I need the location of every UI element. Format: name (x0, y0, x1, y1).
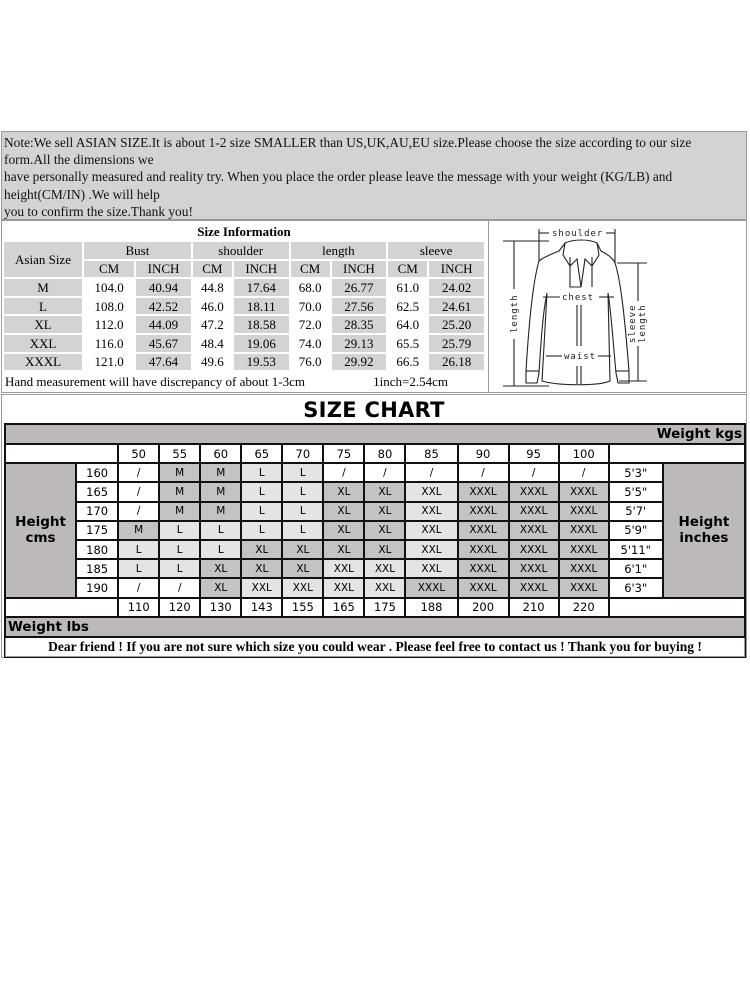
recommended-size: XL (364, 502, 405, 521)
measurement-value: 116.0 (84, 335, 134, 352)
recommended-size: XXXL (458, 502, 509, 521)
recommended-size: XL (200, 559, 241, 578)
discrepancy-note: Hand measurement will have discrepancy of about 1-3cm (5, 373, 305, 389)
weight-lb: 200 (458, 598, 509, 617)
shirt-measurement-diagram (488, 221, 746, 392)
measurement-value: 62.5 (388, 298, 427, 315)
measurement-value: 70.0 (291, 298, 330, 315)
recommended-size: / (559, 463, 609, 482)
size-label: XXL (4, 335, 82, 352)
recommended-size: L (159, 559, 200, 578)
recommended-size: XL (323, 521, 364, 540)
height-cms-label-line2: cms (25, 530, 56, 547)
size-label: XL (4, 316, 82, 333)
height-cm: 170 (76, 502, 118, 521)
recommended-size: XL (323, 502, 364, 521)
measurement-value: 19.53 (234, 354, 289, 371)
label-sleeve-length: length (638, 304, 648, 343)
measurement-value: 25.20 (429, 316, 484, 333)
blank-cell (5, 598, 118, 617)
weight-kg: 55 (159, 444, 200, 463)
recommended-size: XXL (405, 521, 457, 540)
measurement-value: 26.18 (429, 354, 484, 371)
label-chest: chest (562, 293, 595, 303)
size-label: M (4, 279, 82, 296)
recommended-size: XL (241, 559, 282, 578)
height-row (5, 463, 745, 482)
group-header-sleeve: sleeve (388, 242, 484, 259)
measurement-footnote (4, 372, 484, 390)
weight-kg: 75 (323, 444, 364, 463)
recommended-size: M (118, 521, 159, 540)
height-cm: 165 (76, 482, 118, 501)
recommended-size: XXXL (509, 540, 559, 559)
recommended-size: XXXL (509, 521, 559, 540)
height-inches-label-line1: Height (678, 514, 730, 531)
height-inch: 6'3" (609, 578, 663, 597)
recommended-size: L (241, 502, 282, 521)
measurement-value: 64.0 (388, 316, 427, 333)
recommended-size: M (159, 502, 200, 521)
measurement-value: 46.0 (193, 298, 232, 315)
weight-lb: 165 (323, 598, 364, 617)
weight-lb: 110 (118, 598, 159, 617)
weight-lb: 130 (200, 598, 241, 617)
recommended-size: XXXL (509, 578, 559, 597)
recommended-size: XXXL (509, 482, 559, 501)
recommended-size: XL (282, 559, 323, 578)
measurement-value: 44.09 (136, 316, 191, 333)
weight-kg: 80 (364, 444, 405, 463)
height-inch: 5'5" (609, 482, 663, 501)
recommended-size: XXL (405, 559, 457, 578)
recommended-size: L (241, 482, 282, 501)
recommended-size: XXL (364, 578, 405, 597)
note-line: you to confirm the size.Thank you! (4, 203, 193, 219)
measurement-value: 47.2 (193, 316, 232, 333)
height-row (5, 559, 745, 578)
unit-header: INCH (332, 261, 387, 278)
recommended-size: M (200, 482, 241, 501)
label-shoulder: shoulder (552, 229, 604, 239)
size-label: XXXL (4, 354, 82, 371)
measurement-value: 49.6 (193, 354, 232, 371)
recommended-size: / (118, 463, 159, 482)
unit-header: CM (291, 261, 330, 278)
measurement-value: 66.5 (388, 354, 427, 371)
size-row (4, 335, 484, 352)
recommended-size: XXXL (559, 482, 609, 501)
recommended-size: XXXL (458, 482, 509, 501)
measurement-value: 29.13 (332, 335, 387, 352)
inch-conversion-note: 1inch=2.54cm (373, 373, 448, 389)
recommended-size: L (200, 540, 241, 559)
size-note (1, 131, 747, 220)
measurement-value: 72.0 (291, 316, 330, 333)
weight-lb: 175 (364, 598, 405, 617)
height-cm: 190 (76, 578, 118, 597)
measurement-value: 121.0 (84, 354, 134, 371)
height-cm: 160 (76, 463, 118, 482)
recommended-size: / (509, 463, 559, 482)
recommended-size: XXL (405, 540, 457, 559)
weight-kg: 70 (282, 444, 323, 463)
unit-header: CM (193, 261, 232, 278)
recommended-size: XXXL (559, 559, 609, 578)
note-line: have personally measured and reality try. When you place the order please leave the message with your weight (KG/LB) and (4, 169, 673, 185)
recommended-size: XL (282, 540, 323, 559)
recommended-size: L (200, 521, 241, 540)
measurement-value: 17.64 (234, 279, 289, 296)
note-line: height(CM/IN) .We will help (4, 186, 160, 202)
unit-header: INCH (136, 261, 191, 278)
weight-kg: 50 (118, 444, 159, 463)
size-label: L (4, 298, 82, 315)
recommended-size: XXL (405, 502, 457, 521)
blank-cell (5, 444, 118, 463)
recommended-size: XXXL (559, 578, 609, 597)
size-information-title: Size Information (4, 223, 484, 240)
unit-header: CM (84, 261, 134, 278)
recommended-size: / (118, 482, 159, 501)
height-inch: 5'9" (609, 521, 663, 540)
height-inch: 5'7' (609, 502, 663, 521)
contact-message: Dear friend ! If you are not sure which size you could wear . Please feel free to contact us ! Thank you for buying ! (5, 637, 745, 657)
measurement-value: 29.92 (332, 354, 387, 371)
weight-lb: 220 (559, 598, 609, 617)
unit-header: INCH (429, 261, 484, 278)
recommended-size: L (241, 463, 282, 482)
recommended-size: XXXL (458, 578, 509, 597)
recommended-size: XXL (364, 559, 405, 578)
recommended-size: XXL (323, 578, 364, 597)
recommended-size: XL (323, 540, 364, 559)
recommended-size: L (118, 540, 159, 559)
recommended-size: XXXL (509, 502, 559, 521)
height-cm: 185 (76, 559, 118, 578)
height-row (5, 578, 745, 597)
height-inches-label (663, 463, 745, 597)
measurement-value: 19.06 (234, 335, 289, 352)
measurement-value: 24.61 (429, 298, 484, 315)
height-cm: 175 (76, 521, 118, 540)
measurement-value: 65.5 (388, 335, 427, 352)
unit-header: INCH (234, 261, 289, 278)
size-row (4, 298, 484, 315)
measurement-value: 48.4 (193, 335, 232, 352)
recommended-size: XL (364, 521, 405, 540)
height-inch: 5'11" (609, 540, 663, 559)
height-inch: 5'3" (609, 463, 663, 482)
recommended-size: L (282, 482, 323, 501)
recommended-size: / (118, 502, 159, 521)
label-sleeve: sleeve (628, 304, 638, 343)
height-row (5, 521, 745, 540)
label-length: length (510, 294, 520, 333)
recommended-size: XXXL (405, 578, 457, 597)
recommended-size: / (405, 463, 457, 482)
recommended-size: / (458, 463, 509, 482)
note-line: Note:We sell ASIAN SIZE.It is about 1-2 size SMALLER than US,UK,AU,EU size.Please choose the size according to our size (4, 135, 692, 150)
height-cms-label-line1: Height (15, 514, 66, 531)
weight-lbs-row (5, 598, 745, 617)
recommended-size: XL (241, 540, 282, 559)
size-chart-table (4, 423, 746, 658)
recommended-size: M (159, 482, 200, 501)
weight-lb: 188 (405, 598, 457, 617)
recommended-size: L (282, 521, 323, 540)
measurement-value: 61.0 (388, 279, 427, 296)
weight-kgs-header: Weight kgs (5, 424, 745, 444)
size-row (4, 316, 484, 333)
recommended-size: L (159, 521, 200, 540)
height-row (5, 482, 745, 501)
height-row (5, 502, 745, 521)
measurement-value: 18.58 (234, 316, 289, 333)
height-cms-label (5, 463, 76, 597)
size-information-section (1, 220, 747, 393)
recommended-size: L (282, 502, 323, 521)
weight-lb: 120 (159, 598, 200, 617)
shirt-diagram-icon (489, 221, 747, 392)
blank-cell (609, 598, 745, 617)
height-row (5, 540, 745, 559)
unit-header: CM (388, 261, 427, 278)
height-inches-label-line2: inches (679, 530, 729, 547)
recommended-size: XXXL (458, 521, 509, 540)
measurement-value: 28.35 (332, 316, 387, 333)
recommended-size: L (241, 521, 282, 540)
recommended-size: XXXL (559, 521, 609, 540)
recommended-size: M (159, 463, 200, 482)
weight-lb: 210 (509, 598, 559, 617)
weight-kg: 85 (405, 444, 457, 463)
recommended-size: XXXL (559, 502, 609, 521)
recommended-size: XXXL (509, 559, 559, 578)
weight-kg: 65 (241, 444, 282, 463)
measurement-value: 45.67 (136, 335, 191, 352)
measurement-value: 74.0 (291, 335, 330, 352)
measurement-value: 68.0 (291, 279, 330, 296)
blank-cell (609, 444, 745, 463)
note-line: form.All the dimensions we (4, 152, 154, 168)
size-row (4, 354, 484, 371)
weight-kg: 100 (559, 444, 609, 463)
recommended-size: L (159, 540, 200, 559)
recommended-size: M (200, 463, 241, 482)
measurement-value: 44.8 (193, 279, 232, 296)
measurement-value: 47.64 (136, 354, 191, 371)
recommended-size: / (118, 578, 159, 597)
group-header-shoulder: shoulder (193, 242, 289, 259)
asian-size-header: Asian Size (4, 242, 82, 277)
label-waist: waist (564, 352, 597, 362)
weight-kg: 95 (509, 444, 559, 463)
weight-kg: 60 (200, 444, 241, 463)
recommended-size: XXXL (458, 559, 509, 578)
measurement-value: 26.77 (332, 279, 387, 296)
recommended-size: XL (364, 540, 405, 559)
recommended-size: / (364, 463, 405, 482)
measurement-value: 112.0 (84, 316, 134, 333)
recommended-size: XXXL (559, 540, 609, 559)
recommended-size: XXL (323, 559, 364, 578)
measurement-value: 25.79 (429, 335, 484, 352)
group-header-length: length (291, 242, 387, 259)
recommended-size: XXXL (458, 540, 509, 559)
size-row (4, 279, 484, 296)
measurement-value: 40.94 (136, 279, 191, 296)
group-header-bust: Bust (84, 242, 191, 259)
recommended-size: XL (200, 578, 241, 597)
measurement-value: 104.0 (84, 279, 134, 296)
measurement-value: 27.56 (332, 298, 387, 315)
measurement-value: 18.11 (234, 298, 289, 315)
recommended-size: XXL (282, 578, 323, 597)
recommended-size: M (200, 502, 241, 521)
weight-kg: 90 (458, 444, 509, 463)
weight-kg-row (5, 444, 745, 463)
size-chart-title: SIZE CHART (303, 398, 445, 422)
recommended-size: XXL (405, 482, 457, 501)
weight-lbs-header: Weight lbs (5, 617, 745, 637)
recommended-size: L (282, 463, 323, 482)
height-inch: 6'1" (609, 559, 663, 578)
recommended-size: L (118, 559, 159, 578)
recommended-size: / (159, 578, 200, 597)
measurement-value: 76.0 (291, 354, 330, 371)
recommended-size: XXL (241, 578, 282, 597)
recommended-size: XL (323, 482, 364, 501)
size-chart-section (1, 394, 747, 658)
recommended-size: XL (364, 482, 405, 501)
size-information-table (2, 221, 486, 392)
weight-lb: 143 (241, 598, 282, 617)
measurement-value: 24.02 (429, 279, 484, 296)
recommended-size: / (323, 463, 364, 482)
weight-lb: 155 (282, 598, 323, 617)
measurement-value: 42.52 (136, 298, 191, 315)
measurement-value: 108.0 (84, 298, 134, 315)
height-cm: 180 (76, 540, 118, 559)
